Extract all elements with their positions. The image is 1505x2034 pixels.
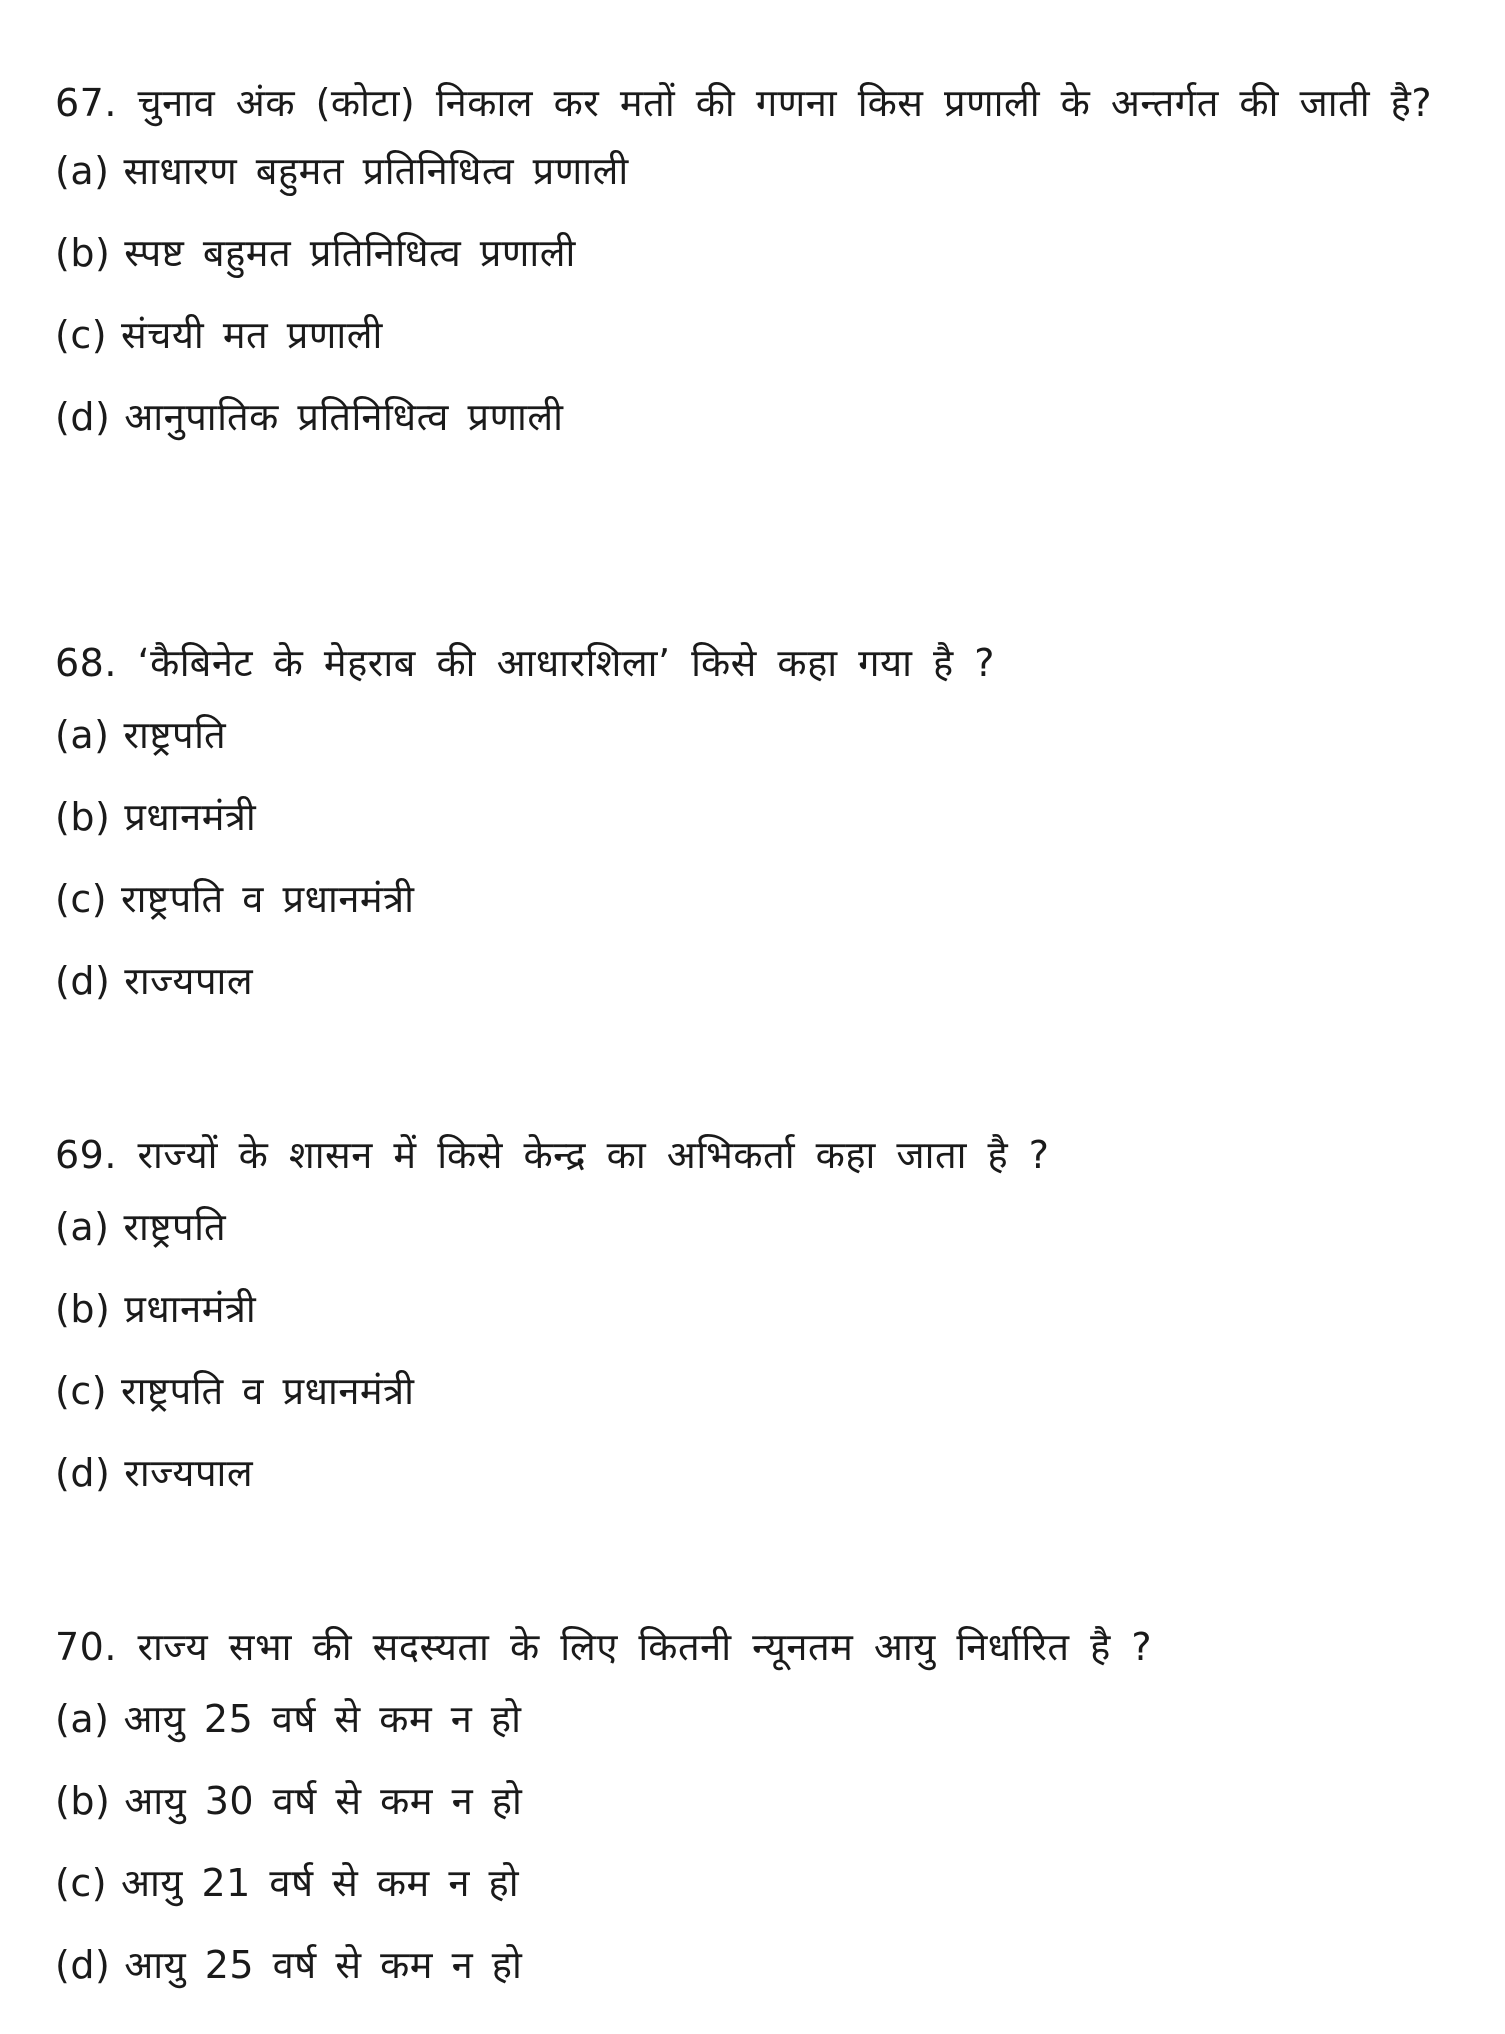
option-d (55, 956, 1450, 1038)
option-letter: (b) (55, 795, 111, 839)
option-text: प्रधानमंत्री (124, 1287, 257, 1331)
option-text: स्पष्ट बहुमत प्रतिनिधित्व प्रणाली (124, 231, 576, 275)
option-text: आयु 25 वर्ष से कम न हो (124, 1943, 523, 1987)
option-a (55, 146, 1450, 228)
option-text: आयु 30 वर्ष से कम न हो (124, 1779, 523, 1823)
option-letter: (b) (55, 231, 111, 275)
option-text: आनुपातिक प्रतिनिधित्व प्रणाली (124, 395, 564, 439)
option-c (55, 874, 1450, 956)
option-letter: (a) (55, 713, 110, 757)
option-letter: (a) (55, 149, 110, 193)
option-letter: (c) (55, 313, 108, 357)
option-text: राष्ट्रपति (123, 713, 227, 757)
option-b (55, 228, 1450, 310)
option-letter: (c) (55, 877, 108, 921)
option-letter: (b) (55, 1779, 111, 1823)
option-text: राष्ट्रपति व प्रधानमंत्री (121, 877, 415, 921)
question-text: 70. राज्य सभा की सदस्यता के लिए कितनी न्यूनतम आयु निर्धारित है ? (55, 1625, 1153, 1669)
option-c (55, 310, 1450, 392)
option-b (55, 1284, 1450, 1366)
option-letter: (a) (55, 1697, 110, 1741)
option-c (55, 1366, 1450, 1448)
question-69 (55, 1122, 1450, 1530)
option-c (55, 1858, 1450, 1940)
option-a (55, 1202, 1450, 1284)
option-b (55, 1776, 1450, 1858)
question-text: 69. राज्यों के शासन में किसे केन्द्र का अभिकर्ता कहा जाता है ? (55, 1133, 1050, 1177)
option-text: आयु 25 वर्ष से कम न हो (123, 1697, 522, 1741)
option-letter: (d) (55, 1943, 111, 1987)
option-letter: (d) (55, 395, 111, 439)
option-letter: (d) (55, 1451, 111, 1495)
option-letter: (c) (55, 1369, 108, 1413)
option-text: प्रधानमंत्री (124, 795, 257, 839)
option-letter: (a) (55, 1205, 110, 1249)
option-b (55, 792, 1450, 874)
option-d (55, 392, 1450, 474)
option-text: राष्ट्रपति (123, 1205, 227, 1249)
question-text: 67. चुनाव अंक (कोटा) निकाल कर मतों की गणना किस प्रणाली के अन्तर्गत की जाती है? (55, 81, 1433, 125)
option-text: साधारण बहुमत प्रतिनिधित्व प्रणाली (123, 149, 629, 193)
option-letter: (d) (55, 959, 111, 1003)
option-letter: (c) (55, 1861, 108, 1905)
option-text: राष्ट्रपति व प्रधानमंत्री (121, 1369, 415, 1413)
option-text: संचयी मत प्रणाली (121, 313, 383, 357)
option-text: राज्यपाल (124, 1451, 254, 1495)
question-68 (55, 630, 1450, 1038)
option-a (55, 710, 1450, 792)
option-text: आयु 21 वर्ष से कम न हो (121, 1861, 520, 1905)
option-letter: (b) (55, 1287, 111, 1331)
option-a (55, 1694, 1450, 1776)
question-67 (55, 70, 1450, 474)
option-d (55, 1448, 1450, 1530)
option-text: राज्यपाल (124, 959, 254, 1003)
question-text: 68. ‘कैबिनेट के मेहराब की आधारशिला’ किसे कहा गया है ? (55, 641, 995, 685)
option-d (55, 1940, 1450, 2022)
question-70 (55, 1614, 1450, 2022)
